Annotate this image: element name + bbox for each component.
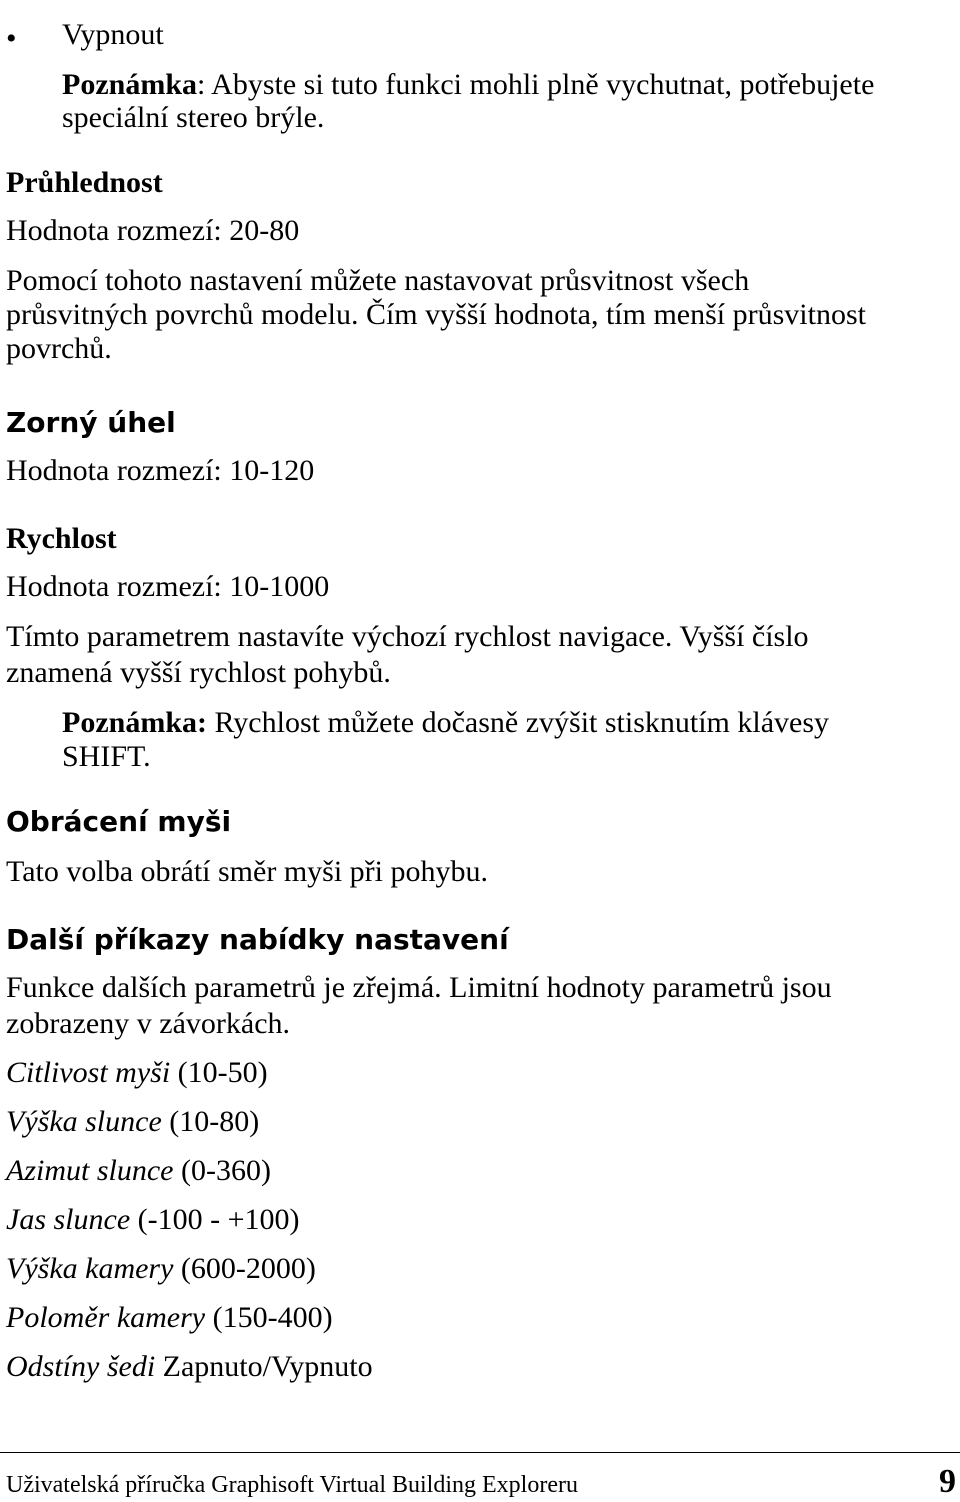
note-text: : Abyste si tuto funkci mohli plně vychutnat, potřebujete	[197, 68, 875, 101]
note-stereo-line2: speciální stereo brýle.	[62, 101, 325, 134]
param-azimut-slunce	[6, 1154, 271, 1188]
heading-zorny-uhel: Zorný úhel	[6, 406, 176, 439]
param-citlivost-mysi	[6, 1056, 268, 1090]
footer-title: Uživatelská příručka Graphisoft Virtual Building Exploreru	[6, 1472, 578, 1498]
desc-obraceni-mysi: Tato volba obrátí směr myši při pohybu.	[6, 855, 488, 888]
heading-obraceni-mysi: Obrácení myši	[6, 805, 232, 838]
param-value: (0-360)	[173, 1154, 271, 1187]
param-name: Poloměr kamery	[6, 1301, 206, 1334]
desc-rychlost-line1: Tímto parametrem nastavíte výchozí rychlost navigace. Vyšší číslo	[6, 620, 809, 653]
param-value: (600-2000)	[173, 1252, 316, 1285]
param-name: Citlivost myši	[6, 1056, 171, 1089]
param-vyska-kamery	[6, 1252, 316, 1286]
param-name: Odstíny šedi	[6, 1350, 156, 1383]
desc-dalsi-line2: zobrazeny v závorkách.	[6, 1007, 291, 1040]
note-shift-line1	[62, 706, 829, 740]
param-jas-slunce	[6, 1203, 300, 1237]
note-stereo-line1	[62, 68, 874, 102]
desc-pruhlednost-line3: povrchů.	[6, 332, 112, 365]
param-name: Výška slunce	[6, 1105, 162, 1138]
desc-pruhlednost-line1: Pomocí tohoto nastavení můžete nastavovat průsvitnost všech	[6, 264, 750, 297]
note-label: Poznámka	[62, 68, 197, 101]
param-value: (10-80)	[161, 1105, 260, 1138]
bullet-marker: •	[6, 22, 17, 55]
range-rychlost: Hodnota rozmezí: 10-1000	[6, 570, 330, 603]
range-pruhlednost: Hodnota rozmezí: 20-80	[6, 214, 300, 247]
range-zorny-uhel: Hodnota rozmezí: 10-120	[6, 454, 315, 487]
desc-dalsi-line1: Funkce dalších parametrů je zřejmá. Limitní hodnoty parametrů jsou	[6, 971, 832, 1004]
param-name: Výška kamery	[6, 1252, 174, 1285]
param-value: (-100 - +100)	[130, 1203, 300, 1236]
bullet-item-vypnout: Vypnout	[62, 18, 164, 51]
page-number: 9	[939, 1463, 956, 1500]
heading-dalsi-prikazy: Další příkazy nabídky nastavení	[6, 923, 509, 956]
param-odstiny-sedi	[6, 1350, 373, 1384]
desc-rychlost-line2: znamená vyšší rychlost pohybů.	[6, 656, 391, 689]
heading-rychlost: Rychlost	[6, 522, 117, 555]
param-value: Zapnuto/Vypnuto	[155, 1350, 373, 1383]
note-shift-line2: SHIFT.	[62, 740, 151, 773]
param-value: (10-50)	[170, 1056, 268, 1089]
param-vyska-slunce	[6, 1105, 259, 1139]
param-name: Jas slunce	[6, 1203, 131, 1236]
note-text: Rychlost můžete dočasně zvýšit stisknutím klávesy	[207, 706, 830, 739]
heading-pruhlednost: Průhlednost	[6, 166, 163, 199]
param-name: Azimut slunce	[6, 1154, 174, 1187]
param-polomer-kamery	[6, 1301, 333, 1335]
param-value: (150-400)	[205, 1301, 333, 1334]
note-label: Poznámka:	[62, 706, 207, 739]
footer-divider	[0, 1452, 960, 1453]
desc-pruhlednost-line2: průsvitných povrchů modelu. Čím vyšší hodnota, tím menší průsvitnost	[6, 298, 866, 331]
